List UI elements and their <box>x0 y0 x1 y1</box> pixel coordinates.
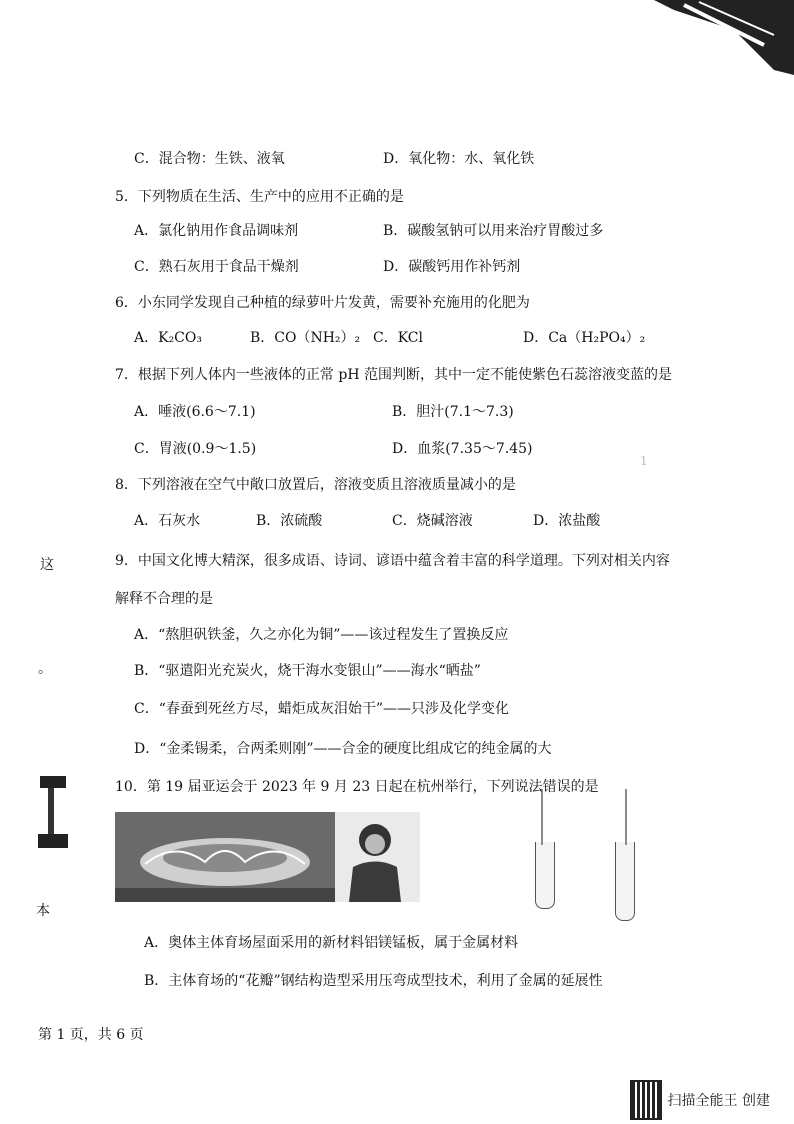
margin-mark: 。 <box>38 661 52 677</box>
person-photo <box>335 812 420 902</box>
question-line-q8c: C．烧碱溶液 <box>392 513 473 529</box>
question-line-q7: 7．根据下列人体内一些液体的正常 pH 范围判断，其中一定不能使紫色石蕊溶液变蓝的是 <box>115 367 672 383</box>
question-line-q7c: C．胃液(0.9～1.5) <box>134 441 257 457</box>
question-line-q10a: A．奥体主体育场屋面采用的新材料铝镁锰板，属于金属材料 <box>144 935 519 951</box>
apparatus-sketch-icon <box>36 772 72 854</box>
question-line-q9oB: B．“驱遣阳光充炭火，烧干海水变银山”——海水“晒盐” <box>134 663 481 679</box>
stadium-photo <box>115 812 335 902</box>
question-line-q6: 6．小东同学发现自己种植的绿萝叶片发黄，需要补充施用的化肥为 <box>115 295 530 311</box>
question-line-q10: 10．第 19 届亚运会于 2023 年 9 月 23 日起在杭州举行，下列说法错误的是 <box>115 779 599 795</box>
question-line-q6a: A．K₂CO₃ <box>134 330 202 346</box>
test-tube <box>535 842 555 909</box>
margin-mark: 这 <box>40 557 54 573</box>
question-line-q7a: A．唾液(6.6～7.1) <box>134 404 256 420</box>
question-line-q5: 5．下列物质在生活、生产中的应用不正确的是 <box>115 189 404 205</box>
question-line-q10b: B．主体育场的“花瓣”钢结构造型采用压弯成型技术，利用了金属的延展性 <box>144 973 603 989</box>
question-line-q5c: C．熟石灰用于食品干燥剂 <box>134 259 299 275</box>
question-line-q6b: B．CO（NH₂）₂ <box>250 330 361 346</box>
question-line-q9oA: A．“熬胆矾铁釜，久之亦化为铜”——该过程发生了置换反应 <box>134 627 509 643</box>
question-line-q8: 8．下列溶液在空气中敞口放置后，溶液变质且溶液质量减小的是 <box>115 477 516 493</box>
question-line-q6c: C．KCl <box>373 330 423 346</box>
question-line-q9oC: C．“春蚕到死丝方尽，蜡炬成灰泪始干”——只涉及化学变化 <box>134 701 510 717</box>
question-line-q4c: C．混合物：生铁、液氧 <box>134 151 285 167</box>
question-line-q5b: B．碳酸氢钠可以用来治疗胃酸过多 <box>383 223 604 239</box>
test-tube <box>615 842 635 921</box>
question-line-q9b: 解释不合理的是 <box>115 591 213 607</box>
question-line-q9oD: D．“金柔锡柔，合两柔则刚”——合金的硬度比组成它的纯金属的大 <box>134 741 552 757</box>
question-line-q4d: D．氧化物：水、氧化铁 <box>383 151 535 167</box>
qr-code-icon <box>630 1080 662 1120</box>
tube-holder-lines <box>528 785 648 847</box>
question-line-q9: 9．中国文化博大精深，很多成语、诗词、谚语中蕴含着丰富的科学道理。下列对相关内容 <box>115 553 670 569</box>
question-line-q5a: A．氯化钠用作食品调味剂 <box>134 223 299 239</box>
watermark-text: 扫描全能王 创建 <box>667 1093 770 1109</box>
scanner-watermark <box>630 1080 770 1120</box>
question-line-q8d: D．浓盐酸 <box>533 513 601 529</box>
margin-mark: 本 <box>36 903 50 919</box>
question-line-q7b: B．胆汁(7.1～7.3) <box>392 404 514 420</box>
page-footer: 第 1 页，共 6 页 <box>38 1027 144 1043</box>
question-line-q5d: D．碳酸钙用作补钙剂 <box>383 259 521 275</box>
question-line-q6d: D．Ca（H₂PO₄）₂ <box>523 330 646 346</box>
question-line-q8a: A．石灰水 <box>134 513 201 529</box>
question-line-q7d: D．血浆(7.35～7.45) <box>392 441 533 457</box>
corner-scan-artifact <box>614 0 794 75</box>
question-line-q8b: B．浓硫酸 <box>256 513 323 529</box>
